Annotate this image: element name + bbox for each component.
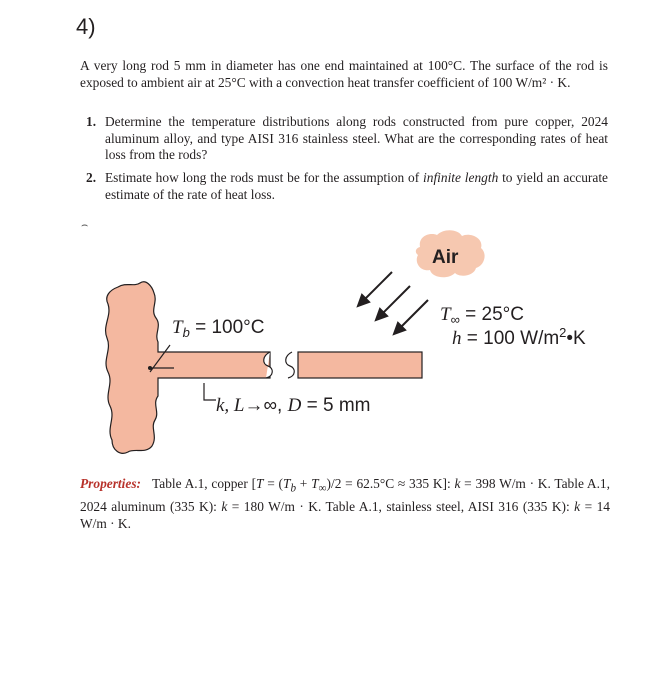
problem-statement: A very long rod 5 mm in diameter has one end maintained at 100°C. The surface of the rod is exposed to ambient air at 25°C with a convection heat transfer coefficient of 100 W/m² · K. xyxy=(80,58,608,90)
prop-var-k3: k xyxy=(574,498,581,514)
rod-leader xyxy=(204,383,216,400)
arrow-3 xyxy=(398,300,428,330)
arrow-2 xyxy=(380,286,410,316)
stray-mark: ⌢ xyxy=(81,219,89,231)
rod-label: k, L→∞, D = 5 mm xyxy=(216,395,371,416)
question-number: 4) xyxy=(76,14,96,39)
rod-segment xyxy=(298,352,422,378)
prop-sub-inf: ∞ xyxy=(318,482,327,495)
question-2-text-b: to yield an accurate estimate of the rate of heat loss. xyxy=(105,170,608,202)
prop-text-3: + xyxy=(296,476,312,491)
prop-text-7: = 180 W/m · K. Table A.1, stainless steel, AISI 316 (335 K): xyxy=(227,498,575,514)
prop-text-5: = 398 W/m · K. xyxy=(460,476,551,491)
base-dot xyxy=(148,366,152,370)
wall xyxy=(106,282,270,453)
air-label: Air xyxy=(432,247,459,268)
prop-text-2: = ( xyxy=(263,476,283,491)
prop-sub-b: b xyxy=(290,482,297,495)
rod-break-right xyxy=(286,352,295,378)
question-2-number: 2. xyxy=(86,170,97,185)
h-label: h = 100 $W/m^2•K$ xyxy=(452,325,586,349)
prop-var-Tb: T xyxy=(283,476,291,491)
question-1-number: 1. xyxy=(86,114,97,129)
question-2-emphasis: infinite length xyxy=(423,170,499,185)
prop-var-k2: k xyxy=(221,498,228,514)
base-temp-label: $T_b = 100^\circ C$ xyxy=(172,317,265,340)
arrow-1 xyxy=(362,272,392,302)
question-1-text: Determine the temperature distributions along rods constructed from pure copper, 2024 aluminum alloy, and type AISI 316 stainless steel. What are the corresponding rates of heat loss from the rods? xyxy=(105,114,608,162)
properties-label: Properties: xyxy=(80,476,141,491)
ambient-temp-label: $T_\infty = 25^\circ C$ xyxy=(440,304,524,327)
prop-text-1: Table A.1, copper [ xyxy=(152,476,257,491)
prop-var-Tinf: T xyxy=(311,476,319,491)
question-2-text-a: Estimate how long the rods must be for the assumption of xyxy=(105,170,424,185)
prop-text-6: Table A.1, 2024 aluminum (335 K): xyxy=(80,476,610,514)
prop-var-k1: k xyxy=(454,476,461,491)
prop-text-4: )/2 = 62.5°C ≈ 335 K]: xyxy=(326,476,455,491)
prop-var-T: T xyxy=(256,476,264,491)
prop-text-8: = 14 W/m · K. xyxy=(80,498,611,531)
properties xyxy=(80,475,610,532)
convection-arrows xyxy=(358,272,428,334)
